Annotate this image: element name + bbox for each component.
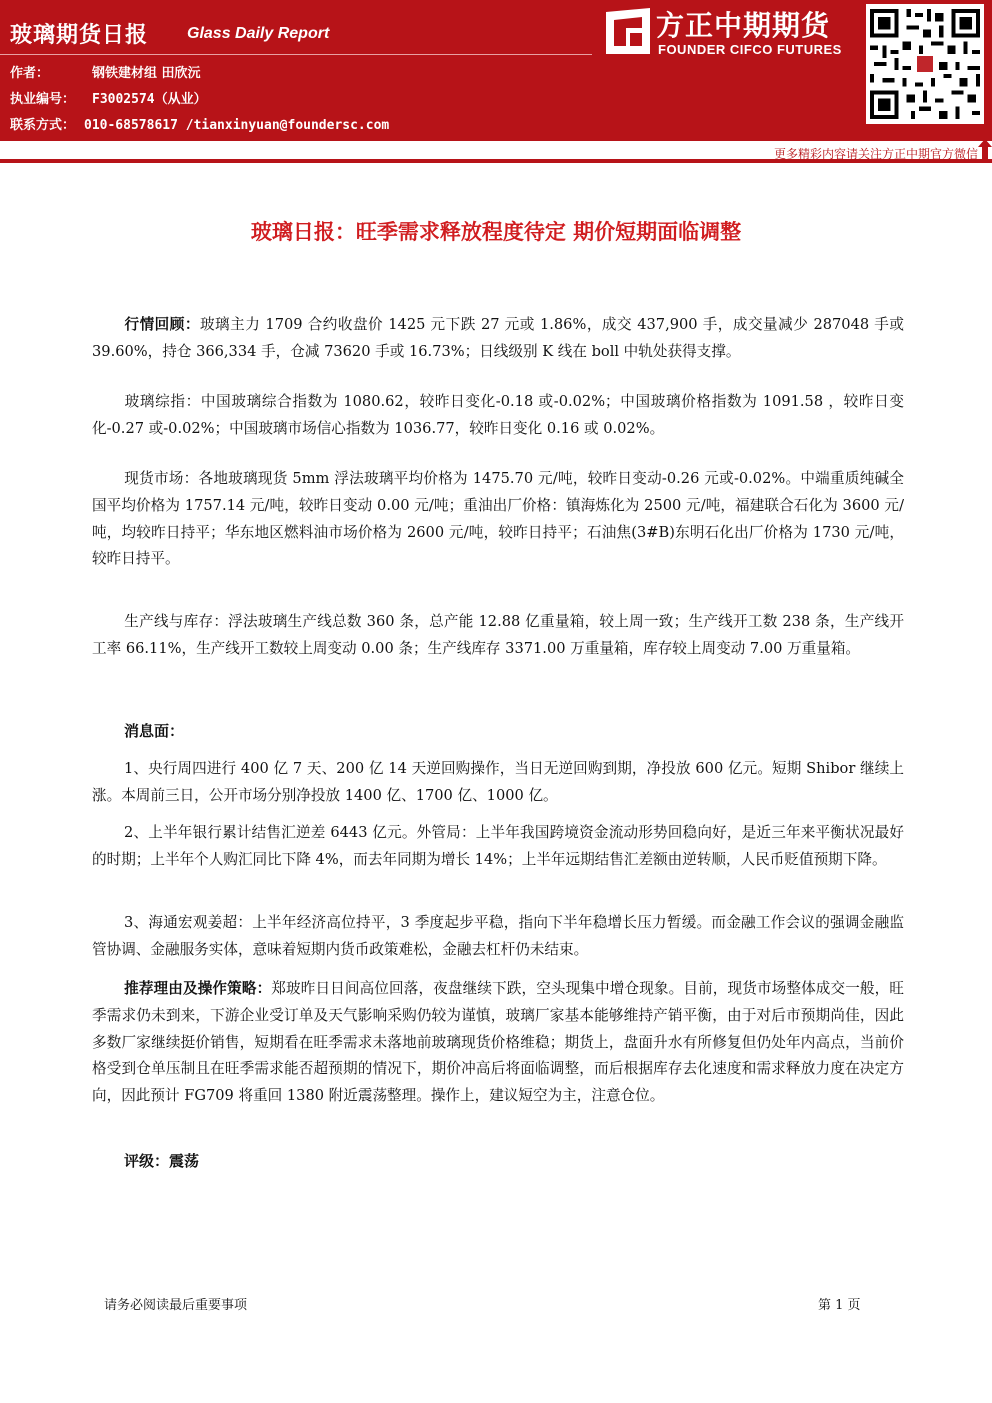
spot-market-text: 现货市场：各地玻璃现货 5mm 浮法玻璃平均价格为 1475.70 元/吨，较昨日变动-0.26 元或-0.02%。中端重质纯碱全国平均价格为 1757.14 元/吨，较昨日变动 0.00 元/吨；重油出厂价格：镇海炼化为 2500 元/吨，福建联合石化为 3600 元/吨，均较昨日持平；华东地区燃料油市场价格为 2600 元/吨，较昨日持平；石油焦(3#B)东明石化出厂价格为 1730 元/吨，较昨日持平。 [92,470,904,568]
logo-text-en: FOUNDER CIFCO FUTURES [658,42,842,57]
header-top-strip [0,138,992,141]
production-paragraph [92,609,904,663]
report-title: 玻璃期货日报 [10,23,149,48]
footer-notice: 请务必阅读最后重要事项 [104,1298,248,1313]
contact-row [10,114,389,133]
strategy-text: 郑玻昨日日间高位回落，夜盘继续下跌，空头现集中增仓现象。目前，现货市场整体成交一般，旺季需求仍未到来，下游企业受订单及天气影响采购仍较为谨慎，玻璃厂家基本能够维持产销平衡，由于对后市预期尚佳，因此多数厂家继续挺价销售，短期看在旺季需求未落地前玻璃现货价格维稳；期货上，盘面升水有所修复但仍处年内高点，当前价格受到仓单压制且在旺季需求能否超预期的情况下，期价冲高后将面临调整，而后根据库存去化速度和需求释放力度在决定方向，因此预计 FG709 将重回 1380 附近震荡整理。操作上，建议短空为主，注意仓位。 [92,980,904,1105]
strategy-paragraph [92,976,904,1110]
strategy-lead: 推荐理由及操作策略： [124,980,272,997]
company-logo [596,0,858,138]
news-item-1 [92,756,904,810]
qr-code-icon [866,4,984,124]
license-value: F3002574（从业） [92,92,207,107]
market-review-paragraph [92,312,904,366]
news-heading: 消息面： [124,722,185,740]
follow-wechat-text: 更多精彩内容请关注方正中期官方微信 [773,147,978,161]
news-item-2 [92,820,904,874]
header-divider [0,54,592,55]
author-label: 作者： [10,66,50,81]
contact-value: 010-68578617 /tianxinyuan@foundersc.com [84,118,390,133]
news-item-3-text: 3、海通宏观姜超：上半年经济高位持平，3 季度起步平稳，指向下半年稳增长压力暂缓。而金融工作会议的强调金融监管协调、金融服务实体，意味着短期内货币政策难松，金融去杠杆仍未结束。 [92,914,904,958]
spot-market-paragraph [92,466,904,573]
license-label: 执业编号： [10,92,76,107]
production-text: 生产线与库存：浮法玻璃生产线总数 360 条，总产能 12.88 亿重量箱，较上周一致；生产线开工数 238 条，生产线开工率 66.11%，生产线开工数较上周变动 0.00 条；生产线库存 3371.00 万重量箱，库存较上周变动 7.00 万重量箱。 [92,613,904,657]
main-title: 玻璃日报：旺季需求释放程度待定 期价短期面临调整 [250,220,742,244]
news-item-1-text: 1、央行周四进行 400 亿 7 天、200 亿 14 天逆回购操作，当日无逆回购到期，净投放 600 亿元。短期 Shibor 继续上涨。本周前三日，公开市场分别净投放 1400 亿、1700 亿、1000 亿。 [92,760,904,804]
author-row [10,62,201,81]
logo-text-cn: 方正中期期货 [656,9,831,42]
market-review-lead: 行情回顾： [124,316,200,333]
news-item-3 [92,910,904,964]
contact-label: 联系方式： [10,118,76,133]
market-review-text: 玻璃主力 1709 合约收盘价 1425 元下跌 27 元或 1.86%，成交 437,900 手，成交量减少 287048 手或 39.60%，持仓 366,334 手，仓减 73620 手或 16.73%；日线级别 K 线在 boll 中轨处获得支撑。 [92,316,904,360]
rating: 评级：震荡 [124,1152,200,1170]
header-follow-bar [0,138,992,163]
up-arrow-icon [978,139,992,159]
page-number: 第 1 页 [818,1298,861,1313]
glass-index-text: 玻璃综指：中国玻璃综合指数为 1080.62，较昨日变化-0.18 或-0.02%；中国玻璃价格指数为 1091.58 ，较昨日变化-0.27 或-0.02%；中国玻璃市场信心指数为 1036.77，较昨日变化 0.16 或 0.02%。 [92,393,904,437]
news-item-2-text: 2、上半年银行累计结售汇逆差 6443 亿元。外管局：上半年我国跨境资金流动形势回稳向好，是近三年来平衡状况最好的时期；上半年个人购汇同比下降 4%，而去年同期为增长 14%；上半年远期结售汇差额由逆转顺，人民币贬值预期下降。 [92,824,904,868]
report-title-en: Glass Daily Report [187,25,330,42]
report-header [0,0,992,162]
license-row [10,88,207,107]
founder-logo-icon [606,8,650,54]
author-value: 钢铁建材组 田欣沅 [92,66,201,81]
glass-index-paragraph [92,389,904,443]
